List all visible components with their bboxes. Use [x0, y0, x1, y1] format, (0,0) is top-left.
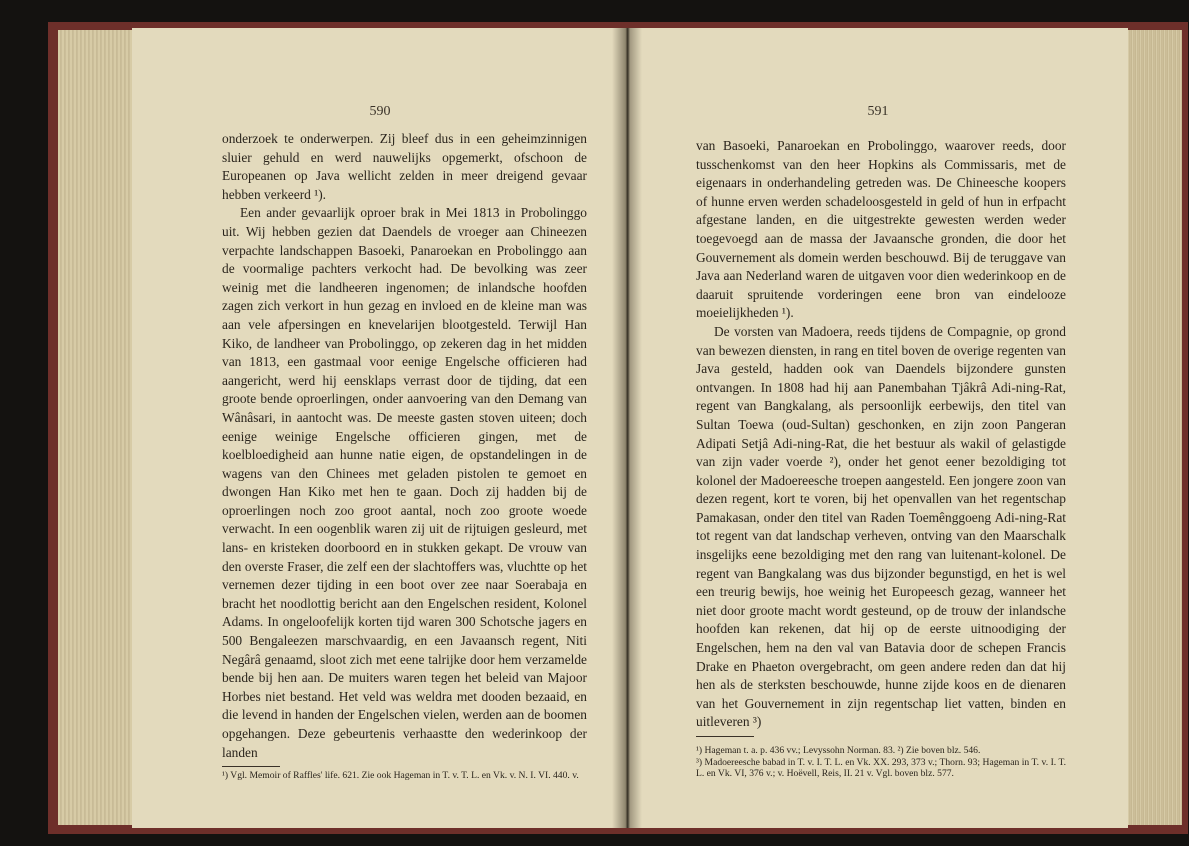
footnotes — [696, 745, 1066, 780]
page-number: 591 — [867, 104, 889, 119]
book-gutter — [612, 28, 642, 828]
footnote-rule — [696, 736, 754, 737]
page-number: 590 — [369, 104, 391, 119]
right-page-body — [696, 137, 1066, 780]
page-edges-right — [1120, 30, 1182, 825]
footnote-rule — [222, 766, 280, 767]
left-page — [132, 28, 629, 828]
footnote: ³) Madoereesche babad in T. v. I. T. L. en Vk. XX. 293, 373 v.; Thorn. 93; Hageman in T. v. I. T. L. en Vk. VI, 376 v.; v. Hoëvell, Reis, II. 21 v. Vgl. boven blz. 577. — [696, 756, 1066, 779]
footnote: ¹) Hageman t. a. p. 436 vv.; Levyssohn Norman. 83. ²) Zie boven blz. 546. — [696, 745, 981, 756]
page-edges-left — [58, 30, 136, 825]
paragraph: van Basoeki, Panaroekan en Probolinggo, waarover reeds, door tusschenkomst van den heer Hopkins als Commissaris, met de eigenaars in onderhandeling getreden was. De Chineesche koopers of hunne erven werden schadeloosgesteld in geld of hun in erfpacht afgestane landen, en die uitgestrekte gewesten werden weder toegevoegd aan de massa der Javaansche gronden, die door het Gouvernement als domein werden beschouwd. Bij de teruggave van Java aan Nederland waren de uitgaven voor dien wederinkoop en de daaruit spruitende vorderingen eene bron van eindelooze moeielijkheden ¹). — [696, 138, 1066, 321]
footnotes — [222, 770, 587, 782]
left-page-body — [222, 130, 587, 782]
right-page — [628, 28, 1128, 828]
paragraph: onderzoek te onderwerpen. Zij bleef dus in een geheimzinnigen sluier gehuld en werd nauwelijks opgemerkt, ofschoon de Europeanen op Java wellicht zelden in meer dreigend gevaar hebben verkeerd ¹). — [222, 131, 587, 202]
footnote: ¹) Vgl. Memoir of Raffles' life. 621. Zie ook Hageman in T. v. T. L. en Vk. v. N. I. VI. 440. v. — [222, 770, 579, 782]
paragraph: De vorsten van Madoera, reeds tijdens de Compagnie, op grond van bewezen diensten, in rang en titel boven de overige regenten van Java gesteld, hadden ook van Daendels bijzondere gunsten ontvangen. In 1808 had hij aan Panembahan Tjâkrâ Adi-ning-Rat, regent van Bangkalang, als persoonlijk eerbewijs, den titel van Sultan Toewa (oud-Sultan) geschonken, en zijn zoon Pangeran Adipati Setjâ Adi-ning-Rat, die het bestuur als wakil of gelastigde van zijn vader voerde ²), onder het genot eener bezoldiging tot kolonel der Madoereesche troepen aangesteld. Een jongere zoon van dezen regent, kort te voren, bij het openvallen van het regentschap Pamakasan, onder den titel van Raden Toemênggoeng Adi-ning-Rat tot regent van dat landschap verheven, ontving van den Maarschalk insgelijks eene bezoldiging met den rang van luitenant-kolonel. De regent van Bangkalang was dus bijzonder begunstigd, en het is wel een treurig bewijs, hoe weinig het Europeesch gezag, wanneer het niet door groote macht wordt gesteund, op de trouw der inlandsche hoofden kan rekenen, dat hij op de eerste uitnoodiging der Engelschen, hem na den val van Batavia door de schepen Francis Drake en Phaeton overgebracht, om geen andere reden dan dat hij hen als de sterksten beschouwde, hunne zijde koos en de dienaren van het Gouvernement in zijn regentschap liet vatten, binden en uitleveren ³) — [696, 323, 1066, 730]
paragraph: Een ander gevaarlijk oproer brak in Mei 1813 in Probolinggo uit. Wij hebben gezien dat Daendels de vroeger aan Chineezen verpachte landschappen Basoeki, Panaroekan en Probolinggo aan de voormalige pachters verkocht had. De bevolking was zeer weinig met die landheeren ingenomen; de inlandsche hoofden zagen zich verkort in hun gezag en invloed en de kleine man was aan vele afpersingen en knevelarijen blootgesteld. Terwijl Han Kiko, de landheer van Probolinggo, op zekeren dag in het midden van 1813, een gastmaal voor eenige Engelsche officieren had aangericht, werd hij eensklaps verrast door de tijding, dat een groote bende oproerlingen, onder aanvoering van den Demang van Wânâsari, in aantocht was. De meeste gasten stoven uiteen; doch eenige weinige Engelsche officieren gingen, met de koelbloedigheid aan hunne natie eigen, de opstandelingen in de wagens van den Chinees met geladen pistolen te gemoet en dwongen Han Kiko met hen te gaan. Doch zij hadden bij de oproerlingen noch zoo groot aantal, noch zoo groote woede verwacht. In een oogenblik waren zij uit de rijtuigen gesleurd, met lans- en kristeken doorboord en in stukken gekapt. De vrouw van den overste Fraser, die zelf een der slachtoffers was, vluchtte op het vernemen dezer tijding in een boot over zee naar Soerabaja en bracht het noodlottig bericht aan den Engelschen resident, Kolonel Adams. In ongeloofelijk korten tijd waren 300 Schotsche jagers en 500 Bengaleezen marschvaardig, en een Javaansch regent, Niti Negârâ genaamd, sloot zich met eene talrijke door hem verzamelde bende bij hen aan. De muiters waren tegen het beleid van Majoor Horbes niet bestand. Het veld was weldra met dooden bezaaid, en die levend in handen der Engelschen vielen, werden aan de boomen opgehangen. Deze gebeurtenis verhaastte den wederinkoop der landen — [222, 205, 587, 760]
